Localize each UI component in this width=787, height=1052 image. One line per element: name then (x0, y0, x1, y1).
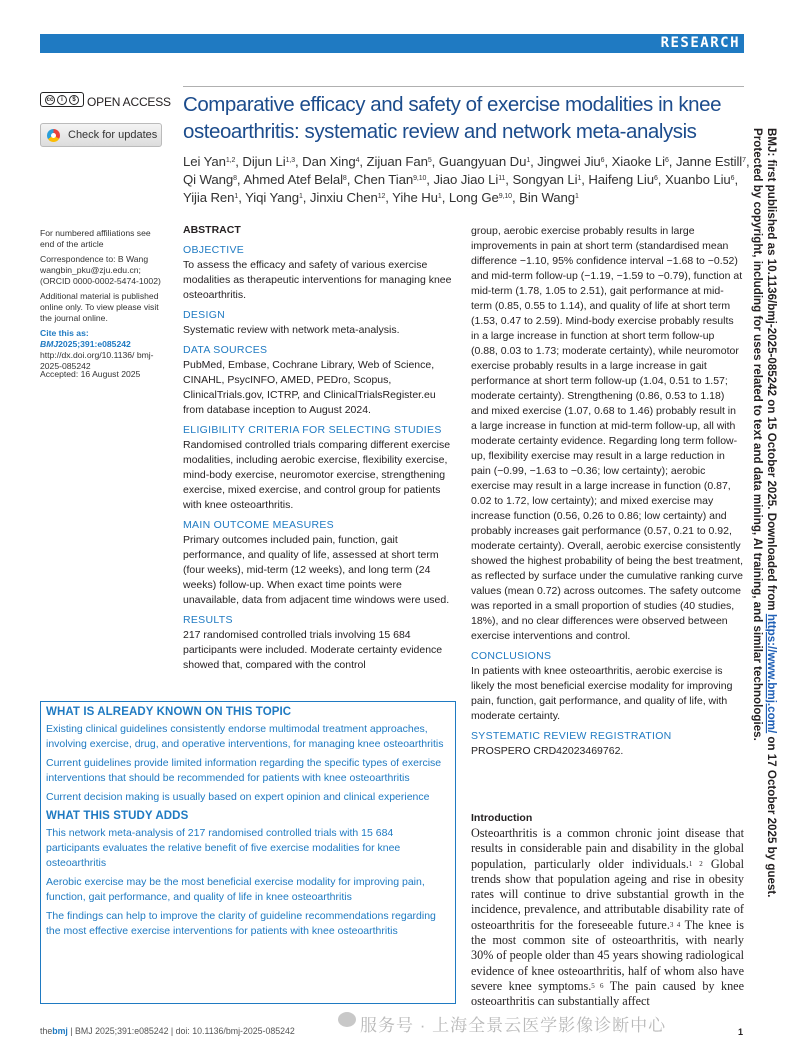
banner-text: BMJ: first published as 10.1136/bmj-2025-085242 on 15 October 2025. Downloaded from (765, 128, 778, 614)
data-sources-text: PubMed, Embase, Cochrane Library, Web of Science, CINAHL, PsycINFO, AMED, PEDro, Scopus, ClinicalTrials.gov, ICTRP, and ClinicalTrialsRegister.eu from database inception to August 2024. (183, 359, 436, 416)
conclusions-heading: CONCLUSIONS (471, 650, 552, 662)
cc-license-icon[interactable]: cc i $ (40, 92, 84, 107)
author-affiliation: 1 (577, 175, 582, 182)
adds-item: Aerobic exercise may be the most beneficial exercise modality for improving pain, function, gait performance, and quality of life in knee osteoarthritis (46, 876, 425, 903)
adds-item: This network meta-analysis of 217 randomised controlled trials with 15 684 participants evaluates the relative benefit of five exercise modalities for knee osteoarthritis (46, 827, 401, 869)
side-banner-line-1 (765, 128, 778, 898)
author-name: Dijun Li (242, 154, 286, 169)
author-name: Songyan Li (512, 172, 578, 187)
author-affiliation: 5 (427, 157, 432, 164)
cite-label: Cite this as: (40, 328, 89, 338)
author-affiliation: 6 (664, 157, 669, 164)
page-number: 1 (738, 1027, 744, 1037)
results-text-continued: group, aerobic exercise probably results in large improvements in pain at short term (standardised mean difference −1.10, 95% confidence interval −1.68 to −0.52) and mid-term follow-up (−1.19, −1.59 to −0.79), function at mid-term (1.78, 1.05 to 2.51), gait performance at mid-term (0.85, 0.55 to 1.14), and quality of life at short term (1.53, 0.47 to 2.59). Mind-body exercise probably results in a large increase in function at short term follow-up (0.88, 0.03 to 1.73; moderate certainty), while neuromotor exercise probably results in a large increase in gait performance at short term follow-up (1.04, 0.51 to 1.57; moderate certainty). Strengthening (0.86, 0.53 to 1.18) and mixed exercise (1.07, 0.68 to 1.46) probably result in a large increase in function at mid-term follow-up, all with moderate certainty evidence. Regarding long term follow-up, flexibility exercise may result in a large reduction in pain (−0.99, −1.63 to −0.36; low certainty); aerobic exercise may result in a large increase in function (0.87, 0.02 to 1.72, low certainty); and mixed exercise may increase function (0.56, 0.26 to 0.86; low certainty) and probably increases gait performance (0.57, 0.21 to 0.92, moderate certainty). Overall, aerobic exercise consistently showed the highest probability of being the best treatment, as reflected by surface under the cumulative ranking curve values (mean 0.72) across outcomes. The safety outcome was reported in a small proportion of studies (40 studies, 18%), and no clear differences were observed between exercise interventions and control. (471, 225, 744, 642)
author-affiliation: 1 (234, 193, 239, 200)
author-name: Bin Wang (519, 190, 576, 205)
author-name: Yihe Hu (392, 190, 438, 205)
author-name: Xiaoke Li (611, 154, 665, 169)
bmj-link[interactable]: https://www.bmj.com/ (765, 613, 778, 734)
reference[interactable]: 5 6 (591, 981, 604, 990)
author-name: Jiao Jiao Li (433, 172, 499, 187)
footer-bmj-logo: bmj (52, 1026, 68, 1036)
author-name: Janne Estill (675, 154, 743, 169)
abstract-column-1 (183, 243, 455, 673)
wechat-icon (338, 1012, 356, 1027)
author-name: Qi Wang (183, 172, 234, 187)
abstract-heading: ABSTRACT (183, 224, 241, 236)
correspondence-note[interactable]: Correspondence to: B Wang wangbin_pku@zju.edu.cn; (ORCID 0000-0002-5474-1002) (40, 254, 161, 286)
known-item: Existing clinical guidelines consistently endorse multimodal treatment approaches, involving exercise, drug, and operative interventions, for managing knee osteoarthritis (46, 723, 444, 750)
author-affiliation: 7 (742, 157, 746, 164)
footer-citation: | BMJ 2025;391:e085242 | doi: 10.1136/bmj-2025-085242 (67, 1026, 295, 1036)
intro-sentence: The pain caused by knee osteoarthritis can substantially affect (471, 978, 744, 1009)
known-item: Current decision making is usually based on expert opinion and clinical experience (46, 791, 430, 803)
summary-box (40, 701, 456, 1004)
author-affiliation: 1 (298, 193, 303, 200)
intro-sentence: Global trends show that population ageing and rise in obesity rates will continue to drive substantial growth in the incidence, prevalence, and attributable disability rate of osteoarthritis for the foreseeable future. (471, 856, 745, 932)
page-footer (40, 1026, 295, 1036)
author-name: Jingwei Jiu (537, 154, 601, 169)
reference[interactable]: 1 2 (688, 859, 703, 868)
eligibility-heading: ELIGIBILITY CRITERIA FOR SELECTING STUDIES (183, 424, 442, 436)
accepted-date: Accepted: 16 August 2025 (40, 369, 141, 379)
results-heading: RESULTS (183, 614, 233, 626)
author-name: Ahmed Atef Belal (243, 172, 343, 187)
citation-note (40, 328, 165, 372)
outcomes-text: Primary outcomes included pain, function, gait performance, and quality of life, assessed at short term (four weeks), mid-term (12 weeks), and long term (24 weeks) follow-up. When exact time points were unavailable, data from adjacent time windows were used. (183, 534, 450, 606)
watermark: 服务号 · 上海全景云医学影像诊断中心 (360, 1016, 667, 1035)
doi-link[interactable]: http://dx.doi.org/10.1136/ bmj-2025-085242 (40, 350, 154, 371)
conclusions-text: In patients with knee osteoarthritis, aerobic exercise is likely the most beneficial exercise modality for improving pain, function, gait performance, and quality of life, with moderate certainty. (471, 665, 733, 722)
adds-item: The findings can help to improve the clarity of guideline recommendations regarding the most effective exercise interventions for patients with knee osteoarthritis (46, 910, 436, 937)
author-affiliation: 11 (498, 175, 506, 182)
author-affiliation: 6 (654, 175, 658, 182)
side-banner-line-2: Protected by copyright, including for uses related to text and data mining, AI training, and similar technologies. (751, 128, 764, 741)
author-name: Long Ge (448, 190, 499, 205)
author-affiliation: 1 (437, 193, 442, 200)
side-banner-svg (751, 128, 781, 928)
design-text: Systematic review with network meta-analysis. (183, 324, 400, 336)
section-bar (40, 34, 744, 53)
author-name: Lei Yan (183, 154, 226, 169)
cite-ref: 2025;391:e085242 (58, 339, 131, 349)
open-access-label: OPEN ACCESS (87, 95, 171, 109)
footer-the: the (40, 1026, 53, 1036)
banner-text: on 17 October 2025 by guest. (765, 733, 778, 898)
author-affiliation: 8 (342, 175, 347, 182)
design-heading: DESIGN (183, 309, 226, 321)
author-affiliation: 6 (600, 157, 605, 164)
author-affiliation: 1 (526, 157, 531, 164)
author-affiliation: 1,2 (225, 157, 236, 164)
author-affiliation: 8 (233, 175, 237, 182)
author-name: Guangyuan Du (438, 154, 527, 169)
affiliations-note: For numbered affiliations see end of the article (40, 228, 151, 249)
additional-material-note: Additional material is published online only. To view please visit the journal online. (40, 291, 159, 323)
intro-sentence: Osteoarthritis is a common chronic joint disease that results in considerable pain and disability in the global population, particularly older individuals. (471, 826, 744, 871)
author-affiliation: 1,3 (285, 157, 296, 164)
data-sources-heading: DATA SOURCES (183, 344, 268, 356)
author-name: Chen Tian (353, 172, 414, 187)
author-affiliation: 9,10 (413, 175, 427, 182)
section-label: RESEARCH (660, 35, 740, 51)
author-affiliation: 4 (355, 157, 360, 164)
author-affiliation: 1 (575, 193, 579, 200)
results-text-start: 217 randomised controlled trials involving 15 684 participants were included. Moderate certainty evidence showed that, compared with the control (183, 629, 443, 671)
article-title: Comparative efficacy and safety of exercise modalities in knee osteoarthritis: systematic review and network meta-analysis (183, 93, 722, 143)
title-divider (183, 86, 744, 87)
author-name: Zijuan Fan (366, 154, 428, 169)
author-name: Haifeng Liu (588, 172, 654, 187)
intro-sentence: The knee is the most common site of osteoarthritis, with nearly 30% of people older than 45 years showing radiological evidence of knee osteoarthritis, half of whom also have severe knee symptoms. (471, 917, 744, 993)
registration-text: PROSPERO CRD42023469762. (471, 745, 624, 757)
author-affiliation: 9,10 (498, 193, 512, 200)
crossmark-icon (47, 129, 60, 142)
registration-heading: SYSTEMATIC REVIEW REGISTRATION (471, 730, 672, 742)
author-name: Jinxiu Chen (309, 190, 378, 205)
author-name: Yiqi Yang (245, 190, 299, 205)
eligibility-text: Randomised controlled trials comparing different exercise modalities, including aerobic exercise, flexibility exercise, mind-body exercise, neuromotor exercise, strengthening exercise, mixed exercise, and control group for patients with knee osteoarthritis. (183, 439, 451, 511)
author-list: Lei Yan$^{1,2}$, Dijun Li$^{1,3}$, Dan Xing$^4$, Zijuan Fan$^5$, Guangyuan Du$^1$, Jingwei Jiu$^6$, Xiaoke Li$^6$, Janne Estill$^7$, Qi Wang$^8$, Ahmed Atef Belal$^8$, Chen Tian$^{9,10}$, Jiao Jiao Li$^{11}$, Songyan Li$^1$, Haifeng Liu$^6$, Xuanbo Liu$^6$, Yijia Ren$^1$, Yiqi Yang$^1$, Jinxiu Chen$^{12}$, Yihe Hu$^1$, Long Ge$^{9,10}$, Bin Wang$^1$ (183, 154, 750, 205)
objective-text: To assess the efficacy and safety of various exercise modalities as therapeutic interventions for managing knee osteoarthritis. (183, 259, 452, 301)
objective-heading: OBJECTIVE (183, 244, 245, 256)
author-affiliation: 6 (730, 175, 735, 182)
known-item: Current guidelines provide limited information regarding the specific types of exercise interventions that should be recommended for patients with knee osteoarthritis (46, 757, 442, 784)
author-name: Dan Xing (302, 154, 356, 169)
cite-journal: BMJ (40, 339, 59, 349)
check-for-updates-button[interactable] (40, 123, 162, 147)
author-affiliation: 12 (377, 193, 386, 200)
outcomes-heading: MAIN OUTCOME MEASURES (183, 519, 334, 531)
reference[interactable]: 3 4 (669, 920, 681, 929)
introduction-heading: Introduction (471, 812, 533, 824)
adds-box-heading: WHAT THIS STUDY ADDS (46, 810, 189, 822)
introduction-text (471, 826, 744, 1010)
side-banner (751, 128, 781, 928)
abstract-column-2 (471, 224, 743, 759)
known-box-heading: WHAT IS ALREADY KNOWN ON THIS TOPIC (46, 706, 292, 718)
check-for-updates-label: Check for updates (68, 129, 158, 141)
author-name: Xuanbo Liu (664, 172, 731, 187)
author-name: Yijia Ren (183, 190, 235, 205)
